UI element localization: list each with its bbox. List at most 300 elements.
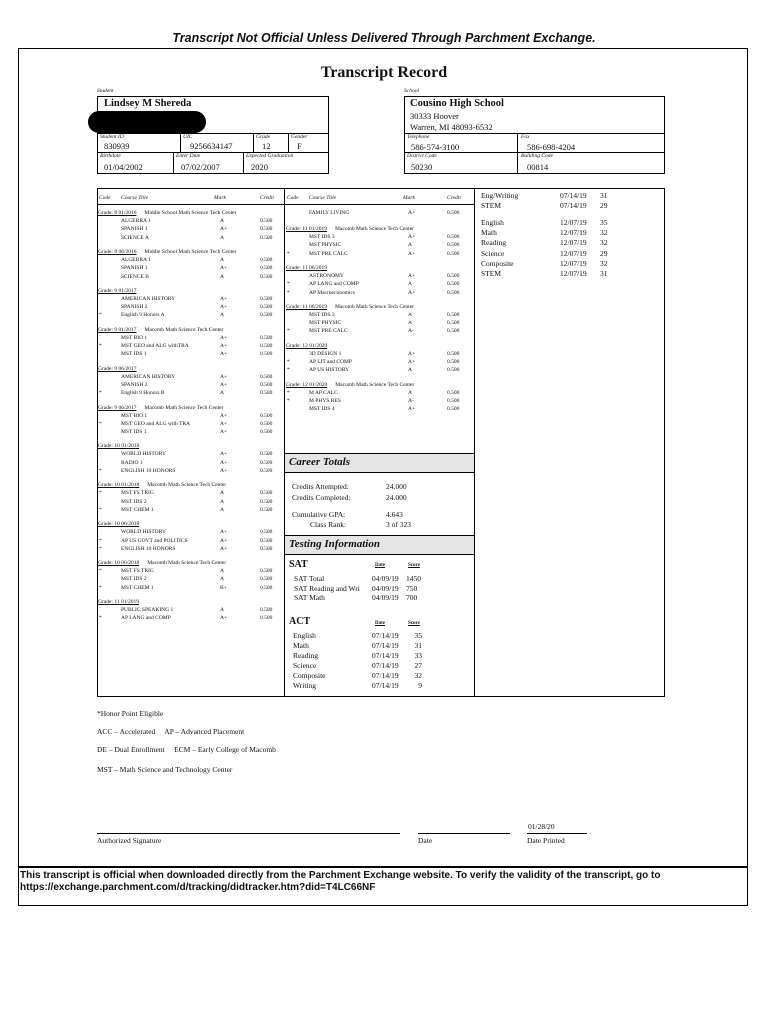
course-title: MST PHYSIC bbox=[309, 320, 342, 327]
enter-date-value: 07/02/2007 bbox=[181, 162, 220, 172]
course-mark: A bbox=[220, 273, 224, 280]
course-title: PUBLIC SPEAKING 1 bbox=[121, 607, 174, 613]
term-school: Macomb Math Science Tech Center bbox=[147, 560, 227, 567]
course-title: ALGEBRA 1 bbox=[121, 218, 151, 224]
birthdate-label: Birthdate bbox=[100, 153, 121, 159]
course-mark: A+ bbox=[220, 451, 228, 458]
course-title: AMERICAN HISTORY bbox=[121, 373, 176, 380]
course-title: MST FS TRIG bbox=[121, 568, 154, 575]
course-credit: 0.500 bbox=[447, 210, 460, 216]
right-test-date: 12/07/19 bbox=[560, 218, 587, 227]
course-mark: A+ bbox=[220, 351, 228, 358]
term-school: Macomb Math Science Tech Center bbox=[144, 326, 224, 333]
course-mark: A bbox=[408, 367, 412, 374]
course-mark: A+ bbox=[408, 234, 416, 240]
act-test-score: 31 bbox=[414, 641, 422, 650]
term-school: Macomb Math Science Tech Center bbox=[144, 404, 224, 411]
term-header bbox=[98, 327, 223, 333]
gender-value: F bbox=[297, 141, 302, 151]
course-credit: 0.500 bbox=[260, 295, 273, 302]
school-address-1: 30333 Hoover bbox=[410, 111, 459, 121]
right-test-score: 31 bbox=[600, 269, 608, 278]
honor-marker: * bbox=[287, 250, 290, 257]
term-school: Macomb Math Science Tech Center bbox=[335, 381, 415, 388]
course-credit: 0.500 bbox=[260, 351, 273, 358]
term-grade-date: Grade: 12 01/2020 bbox=[286, 342, 328, 349]
term-school: Middle School Math Science Tech Center bbox=[144, 210, 237, 216]
course-credit: 0.500 bbox=[260, 390, 273, 397]
course-title: ENGLISH 10 HONORS bbox=[121, 468, 176, 474]
school-name: Cousino High School bbox=[410, 98, 504, 109]
right-test-date: 12/07/19 bbox=[560, 228, 587, 238]
term-grade-date: Grade: 9 01/2017 bbox=[98, 326, 137, 333]
term-header bbox=[98, 521, 139, 527]
course-credit: 0.500 bbox=[260, 265, 273, 272]
building-code-label: Building Code bbox=[521, 153, 553, 159]
right-test-name: STEM bbox=[481, 269, 502, 278]
term-grade-date: Grade: 9 06/2017 bbox=[98, 365, 137, 372]
honor-marker: * bbox=[287, 397, 290, 404]
course-mark: A+ bbox=[408, 210, 416, 216]
course-title: MST BIO 1 bbox=[121, 412, 148, 419]
date-printed-line bbox=[527, 833, 587, 834]
term-grade-date: Grade: 11 01/2019 bbox=[286, 226, 328, 232]
term-header bbox=[98, 249, 236, 255]
date-printed-value: 01/28/20 bbox=[528, 822, 555, 831]
course-mark: A bbox=[220, 390, 224, 397]
course-mark: A+ bbox=[220, 537, 228, 544]
mid-course-header: Course Title bbox=[309, 195, 337, 201]
sat-test-name: SAT Total bbox=[294, 574, 325, 583]
course-mark: A+ bbox=[220, 459, 228, 466]
course-mark: A bbox=[220, 498, 224, 505]
honor-marker: * bbox=[99, 468, 102, 474]
term-header bbox=[98, 210, 236, 216]
course-credit: 0.500 bbox=[447, 242, 460, 249]
sat-test-name: SAT Reading and Wri bbox=[294, 583, 360, 593]
course-title: AP US GOVT and POLITICS bbox=[121, 537, 188, 544]
course-credit: 0.500 bbox=[447, 320, 460, 327]
right-test-score: 29 bbox=[600, 201, 608, 210]
course-title: AP US HISTORY bbox=[309, 367, 350, 374]
course-credit: 0.500 bbox=[260, 218, 273, 224]
act-test-name: Reading bbox=[293, 651, 318, 660]
act-test-score: 33 bbox=[414, 651, 422, 660]
course-mark: A+ bbox=[220, 420, 228, 427]
course-mark: A bbox=[220, 607, 224, 613]
course-mark: A+ bbox=[220, 429, 228, 436]
uic-label: UIC bbox=[183, 134, 193, 140]
course-title: ASTRONOMY bbox=[309, 272, 344, 279]
course-credit: 0.500 bbox=[260, 373, 273, 380]
course-credit: 0.500 bbox=[260, 304, 273, 311]
course-title: 3D DESIGN 1 bbox=[309, 350, 342, 357]
course-title: MST IDS 1 bbox=[121, 351, 147, 358]
course-credit: 0.500 bbox=[447, 289, 460, 296]
class-rank-value: 3 of 323 bbox=[386, 520, 411, 529]
act-test-name: Composite bbox=[293, 671, 326, 680]
mid-credit-header: Credit bbox=[447, 195, 461, 201]
right-test-name: STEM bbox=[481, 201, 502, 210]
grade-label: Grade bbox=[256, 134, 271, 140]
grade-value: 12 bbox=[262, 141, 271, 151]
honor-marker: * bbox=[287, 367, 290, 374]
course-credit: 0.500 bbox=[260, 506, 273, 513]
course-mark: A+ bbox=[220, 226, 228, 233]
course-title: MST CHEM 1 bbox=[121, 584, 154, 591]
act-test-name: Math bbox=[293, 641, 309, 650]
course-mark: A bbox=[220, 218, 224, 224]
course-title: AMERICAN HISTORY bbox=[121, 295, 176, 302]
term-grade-date: Grade: 10 01/2018 bbox=[98, 443, 140, 450]
date-label: Date bbox=[418, 836, 433, 845]
act-date-header: Date bbox=[375, 621, 385, 626]
course-title: MST FS TRIG bbox=[121, 490, 154, 497]
right-test-date: 12/07/19 bbox=[560, 258, 587, 268]
term-grade-date: Grade: 9 06/2017 bbox=[98, 404, 137, 411]
term-header bbox=[98, 560, 226, 566]
legend-line-1: ACC – Accelerated AP – Advanced Placement bbox=[97, 727, 245, 736]
course-title: MST IDS 2 bbox=[121, 576, 147, 583]
course-credit: 0.500 bbox=[260, 459, 273, 466]
term-header bbox=[98, 405, 223, 411]
act-test-date: 07/14/19 bbox=[372, 641, 399, 650]
sat-test-score: 700 bbox=[406, 593, 418, 602]
course-credit: 0.500 bbox=[260, 451, 273, 458]
course-title: English 9 Honors A bbox=[121, 312, 165, 319]
course-title: WORLD HISTORY bbox=[121, 451, 166, 458]
right-test-score: 32 bbox=[600, 258, 608, 268]
act-test-score: 32 bbox=[414, 671, 422, 680]
course-title: MST IDS 4 bbox=[309, 406, 335, 413]
course-title: MST CHEM 1 bbox=[121, 506, 154, 513]
course-credit: 0.500 bbox=[260, 420, 273, 427]
date-printed-label: Date Printed bbox=[527, 836, 565, 845]
course-credit: 0.500 bbox=[260, 234, 273, 241]
footer-divider bbox=[18, 866, 748, 868]
term-grade-date: Grade: 8 01/2016 bbox=[98, 210, 137, 216]
authorized-signature-label: Authorized Signature bbox=[97, 836, 162, 845]
course-title: M PHYS RES bbox=[309, 397, 341, 404]
course-mark: A bbox=[408, 320, 412, 327]
course-title: MST PHYSIC bbox=[309, 242, 342, 249]
district-code-label: District Code bbox=[407, 153, 437, 159]
course-title: SCIENCE A bbox=[121, 234, 149, 241]
date-line bbox=[418, 833, 510, 834]
course-mark: A bbox=[220, 490, 224, 497]
course-credit: 0.500 bbox=[447, 328, 460, 335]
term-header bbox=[98, 366, 137, 372]
right-test-score: 32 bbox=[600, 238, 608, 248]
course-mark: A+ bbox=[408, 289, 416, 296]
legend-line-3: MST – Math Science and Technology Center bbox=[97, 765, 233, 774]
course-credit: 0.500 bbox=[447, 406, 460, 413]
right-test-name: Math bbox=[481, 228, 497, 238]
right-test-score: 31 bbox=[600, 191, 608, 200]
honor-marker: * bbox=[99, 506, 102, 513]
course-title: SPANISH 2 bbox=[121, 304, 148, 311]
term-grade-date: Grade: 9 01/2017 bbox=[98, 287, 137, 294]
course-mark: A+ bbox=[408, 359, 416, 365]
sat-test-date: 04/09/19 bbox=[372, 583, 399, 593]
term-header bbox=[286, 304, 414, 310]
right-test-date: 07/14/19 bbox=[560, 191, 587, 200]
course-credit: 0.500 bbox=[260, 226, 273, 233]
course-mark: A+ bbox=[408, 350, 416, 357]
course-credit: 0.500 bbox=[447, 397, 460, 404]
course-mark: A bbox=[220, 256, 224, 263]
act-test-score: 27 bbox=[414, 661, 422, 670]
course-credit: 0.500 bbox=[447, 367, 460, 374]
honor-marker: * bbox=[99, 490, 102, 497]
honor-point-note: *Honor Point Eligible bbox=[97, 709, 164, 718]
course-title: English 9 Honors B bbox=[121, 390, 165, 397]
course-mark: A+ bbox=[220, 343, 228, 349]
course-credit: 0.500 bbox=[447, 359, 460, 365]
credits-completed-value: 24.000 bbox=[386, 493, 407, 502]
course-mark: A bbox=[408, 389, 412, 396]
course-credit: 0.500 bbox=[447, 250, 460, 257]
signature-line bbox=[97, 833, 400, 834]
sat-title: SAT bbox=[289, 559, 308, 570]
mid-mark-header: Mark bbox=[403, 195, 415, 201]
course-mark: B+ bbox=[220, 584, 227, 591]
act-test-score: 35 bbox=[414, 631, 422, 640]
sat-test-date: 04/09/19 bbox=[372, 574, 399, 583]
course-credit: 0.500 bbox=[447, 234, 460, 240]
course-credit: 0.500 bbox=[260, 273, 273, 280]
course-credit: 0.500 bbox=[260, 334, 273, 341]
course-title: MST IDS 3 bbox=[309, 234, 335, 240]
course-mark: A bbox=[408, 281, 412, 288]
term-grade-date: Grade: 12 01/2020 bbox=[286, 381, 328, 388]
honor-marker: * bbox=[99, 420, 102, 427]
left-code-header: Code bbox=[99, 195, 111, 201]
term-school: Macomb Math Science Tech Center bbox=[147, 482, 227, 489]
course-title: WORLD HISTORY bbox=[121, 529, 166, 536]
honor-marker: * bbox=[287, 389, 290, 396]
sat-test-score: 750 bbox=[406, 583, 418, 593]
act-test-name: Writing bbox=[293, 681, 317, 690]
course-credit: 0.500 bbox=[260, 490, 273, 497]
course-title: MST GEO and ALG with TRA bbox=[121, 420, 191, 427]
expected-graduation-value: 2020 bbox=[251, 162, 268, 172]
right-test-date: 12/07/19 bbox=[560, 269, 587, 278]
course-credit: 0.500 bbox=[260, 312, 273, 319]
course-credit: 0.500 bbox=[260, 468, 273, 474]
act-score-header: Score bbox=[408, 621, 420, 626]
course-title: AP LIT and COMP bbox=[309, 359, 352, 365]
gpa-value: 4.643 bbox=[386, 510, 403, 519]
course-mark: A bbox=[408, 311, 412, 318]
course-credit: 0.500 bbox=[260, 584, 273, 591]
course-credit: 0.500 bbox=[447, 272, 460, 279]
honor-marker: * bbox=[99, 537, 102, 544]
course-title: AP LANG and COMP bbox=[121, 615, 171, 622]
verification-note: This transcript is official when downloaded directly from the Parchment Exchange website. To verify the validity of the transcript, go to https://exchange.parchment.com/d/tracking/didtracker.htm?did=T4LC66NF bbox=[20, 870, 661, 893]
course-mark: A+ bbox=[220, 615, 228, 622]
right-test-name: Composite bbox=[481, 258, 514, 268]
right-test-name: English bbox=[481, 218, 504, 227]
career-totals-title: Career Totals bbox=[289, 456, 351, 468]
district-code-value: 50230 bbox=[411, 162, 433, 172]
course-mark: A+ bbox=[220, 381, 228, 388]
course-credit: 0.500 bbox=[260, 545, 273, 552]
course-title: ENGLISH 10 HONORS bbox=[121, 545, 176, 552]
student-name: Lindsey M Shereda bbox=[104, 98, 192, 109]
course-credit: 0.500 bbox=[260, 498, 273, 505]
school-address-2: Warren, MI 48093-6532 bbox=[410, 122, 493, 132]
course-title: MST PRE CALC bbox=[309, 328, 348, 335]
fax-label: Fax bbox=[521, 134, 530, 140]
credits-attempted-value: 24.000 bbox=[386, 482, 407, 491]
honor-marker: * bbox=[99, 615, 102, 622]
credits-completed-label: Credits Completed: bbox=[292, 493, 351, 502]
course-credit: 0.500 bbox=[260, 576, 273, 583]
term-header bbox=[286, 343, 327, 349]
honor-marker: * bbox=[287, 359, 290, 365]
act-test-date: 07/14/19 bbox=[372, 631, 399, 640]
sat-test-name: SAT Math bbox=[294, 593, 325, 602]
course-mark: A+ bbox=[408, 406, 416, 413]
course-title: SPANISH 1 bbox=[121, 265, 148, 272]
course-mark: A bbox=[220, 576, 224, 583]
student-id: 830939 bbox=[104, 141, 130, 151]
act-test-date: 07/14/19 bbox=[372, 681, 399, 690]
term-header bbox=[286, 265, 327, 271]
mid-code-header: Code bbox=[287, 195, 299, 201]
course-title: AP LANG and COMP bbox=[309, 281, 359, 288]
enter-date-label: Enter Date bbox=[176, 153, 201, 159]
uic-value: 9256634147 bbox=[190, 141, 233, 151]
course-mark: A+ bbox=[220, 334, 228, 341]
course-mark: A+ bbox=[220, 304, 228, 311]
term-grade-date: Grade: 10 06/2018 bbox=[98, 560, 140, 567]
course-mark: A+ bbox=[220, 529, 228, 536]
redaction-mark bbox=[88, 111, 206, 133]
honor-marker: * bbox=[99, 545, 102, 552]
honor-marker: * bbox=[99, 584, 102, 591]
course-title: MST GEO and ALG withTRA bbox=[121, 343, 189, 349]
telephone-value: 586-574-3100 bbox=[411, 142, 460, 152]
term-header bbox=[98, 482, 226, 488]
telephone-label: Telephone bbox=[407, 134, 430, 140]
term-grade-date: Grade: 10 01/2018 bbox=[98, 482, 140, 489]
honor-marker: * bbox=[99, 312, 102, 319]
fax-value: 586-698-4204 bbox=[527, 142, 576, 152]
right-test-score: 29 bbox=[600, 248, 608, 258]
course-mark: A+ bbox=[220, 545, 228, 552]
act-test-score: 9 bbox=[418, 681, 422, 690]
act-test-name: English bbox=[293, 631, 316, 640]
class-rank-label: Class Rank: bbox=[310, 520, 347, 529]
course-title: SPANISH 1 bbox=[121, 226, 148, 233]
course-title: M AP CALC bbox=[309, 389, 338, 396]
act-test-date: 07/14/19 bbox=[372, 661, 399, 670]
right-test-date: 12/07/19 bbox=[560, 248, 587, 258]
course-mark: A- bbox=[408, 397, 414, 404]
course-credit: 0.500 bbox=[260, 429, 273, 436]
term-grade-date: Grade: 11 06/2019 bbox=[286, 303, 328, 310]
course-credit: 0.500 bbox=[260, 607, 273, 613]
term-grade-date: Grade: 8 06/2016 bbox=[98, 248, 137, 255]
course-credit: 0.500 bbox=[260, 615, 273, 622]
right-test-name: Reading bbox=[481, 238, 506, 248]
sat-test-score: 1450 bbox=[406, 574, 421, 583]
right-test-name: Science bbox=[481, 248, 505, 258]
right-test-date: 12/07/19 bbox=[560, 238, 587, 248]
act-title: ACT bbox=[289, 616, 311, 627]
honor-marker: * bbox=[287, 281, 290, 288]
course-credit: 0.500 bbox=[260, 256, 273, 263]
term-school: Middle School Math Science Tech Center bbox=[144, 248, 237, 255]
right-test-score: 32 bbox=[600, 228, 608, 238]
course-credit: 0.500 bbox=[447, 281, 460, 288]
course-mark: A- bbox=[408, 328, 414, 335]
course-credit: 0.500 bbox=[260, 568, 273, 575]
course-mark: A bbox=[220, 506, 224, 513]
course-mark: A+ bbox=[220, 412, 228, 419]
course-title: ALGEBRA 1 bbox=[121, 256, 151, 263]
act-test-date: 07/14/19 bbox=[372, 651, 399, 660]
act-test-name: Science bbox=[293, 661, 317, 670]
credits-attempted-label: Credits Attempted: bbox=[292, 482, 349, 491]
course-credit: 0.500 bbox=[447, 389, 460, 396]
term-grade-date: Grade: 11 01/2019 bbox=[98, 599, 140, 605]
right-test-name: Eng/Writing bbox=[481, 191, 519, 200]
course-mark: A bbox=[220, 568, 224, 575]
sat-date-header: Date bbox=[375, 563, 385, 568]
course-credit: 0.500 bbox=[260, 537, 273, 544]
legend-line-2: DE – Dual Enrollment ECM – Early College of Macomb bbox=[97, 745, 276, 754]
official-notice-banner: Transcript Not Official Unless Delivered Through Parchment Exchange. bbox=[172, 31, 596, 45]
course-credit: 0.500 bbox=[260, 343, 273, 349]
course-title: SPANISH 2 bbox=[121, 381, 148, 388]
course-mark: A+ bbox=[220, 373, 228, 380]
course-credit: 0.500 bbox=[447, 311, 460, 318]
course-title: AP Macroeconomics bbox=[309, 289, 356, 296]
course-mark: A+ bbox=[220, 295, 228, 302]
left-mark-header: Mark bbox=[214, 195, 226, 201]
course-title: MST BIO 1 bbox=[121, 334, 148, 341]
left-course-header: Course Title bbox=[121, 195, 149, 201]
sat-score-header: Score bbox=[408, 563, 420, 568]
page-title: Transcript Record bbox=[320, 64, 448, 81]
term-school: Macomb Math Science Tech Center bbox=[335, 226, 414, 232]
course-credit: 0.500 bbox=[260, 412, 273, 419]
honor-marker: * bbox=[287, 328, 290, 335]
expected-graduation-label: Expected Graduation bbox=[246, 153, 294, 159]
course-credit: 0.500 bbox=[447, 350, 460, 357]
course-mark: A bbox=[408, 242, 412, 249]
term-grade-date: Grade: 10 06/2018 bbox=[98, 521, 140, 528]
left-credit-header: Credit bbox=[260, 195, 274, 201]
honor-marker: * bbox=[99, 390, 102, 397]
act-test-date: 07/14/19 bbox=[372, 671, 399, 680]
course-mark: A bbox=[220, 234, 224, 241]
course-title: RADIO 1 bbox=[121, 459, 143, 466]
term-school: Macomb Math Science Tech Center bbox=[335, 303, 414, 310]
birthdate-value: 01/04/2002 bbox=[104, 162, 143, 172]
sat-test-date: 04/09/19 bbox=[372, 593, 399, 602]
course-title: MST IDS 3 bbox=[309, 311, 335, 318]
course-title: MST PRE CALC bbox=[309, 250, 348, 257]
student-label: Student bbox=[97, 88, 114, 94]
term-header bbox=[98, 288, 137, 294]
course-title: MST IDS 1 bbox=[121, 429, 147, 436]
course-title: MST IDS 2 bbox=[121, 498, 147, 505]
course-mark: A bbox=[220, 312, 224, 319]
